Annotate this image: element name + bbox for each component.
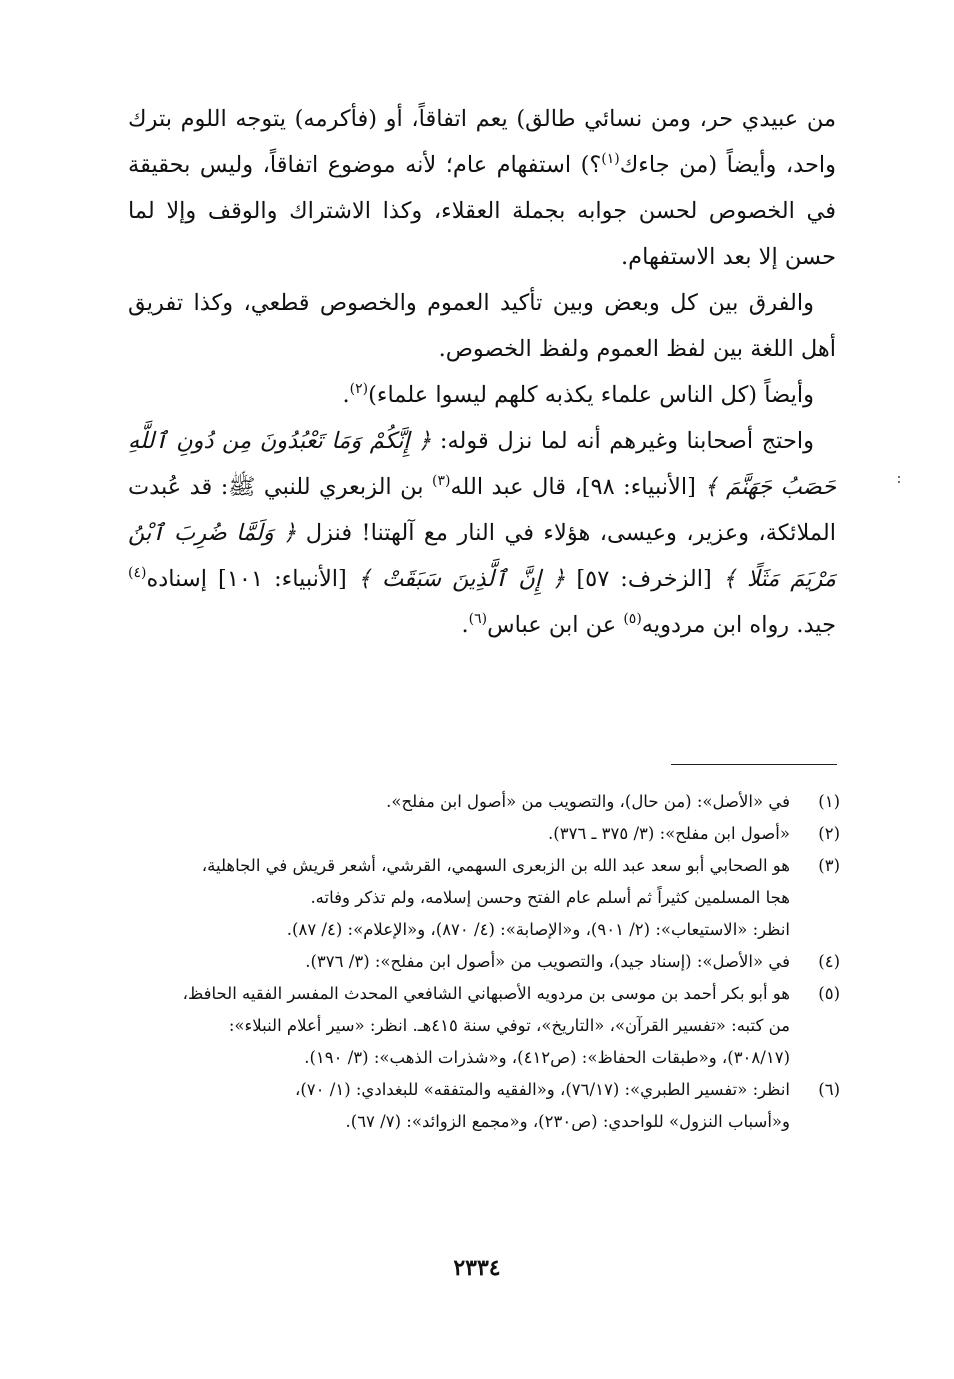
paragraph-1: من عبيدي حر، ومن نسائي طالق) يعم اتفاقاً، أو (فأكرمه) يتوجه اللوم بترك واحد، وأيضاً (من جاءك$^{(١)}$؟) استفهام عام؛ لأنه موضوع اتفاقاً، وليس بحقيقة في الخصوص لحسن جوابه بجملة العقلاء، وكذا الاشتراك والوقف وإلا لما حسن إلا بعد الاستفهام. — [128, 106, 836, 270]
footnote-ref-6: (٦) — [468, 611, 488, 627]
footnote-text: هو الصحابي أبو سعد عبد الله بن الزبعرى السهمي، القرشي، أشعر قريش في الجاهلية، هجا المسلمين كثيراً ثم أسلم عام الفتح وحسن إسلامه، ولم تذكر وفاته. انظر: «الاستيعاب»: (٢/ ٩٠١)، و«الإصابة»: (٤/ ٨٧٠)، و«الإعلام»: (٤/ ٨٧). — [201, 856, 790, 939]
footnote-3 — [128, 850, 840, 946]
footnote-1 — [128, 786, 840, 818]
footnote-text: «أصول ابن مفلح»: (٣/ ٣٧٥ ـ ٣٧٦). — [548, 824, 790, 843]
footnote-text: هو أبو بكر أحمد بن موسى بن مردويه الأصبهاني الشافعي المحدث المفسر الفقيه الحافظ، من كتبه: «تفسير القرآن»، «التاريخ»، توفي سنة ٤١٥هـ. انظر: «سير أعلام النبلاء»: (٣٠٨/١٧)، و«طبقات الحفاظ»: (ص٤١٢)، و«شذرات الذهب»: (٣/ ١٩٠). — [182, 984, 790, 1067]
footnote-number: (٣) — [818, 856, 840, 875]
footnote-5 — [128, 978, 840, 1074]
footnotes — [128, 786, 840, 1138]
page-number: ٢٣٣٤ — [453, 1255, 501, 1281]
footnote-2 — [128, 818, 840, 850]
margin-mark — [898, 476, 901, 484]
quran-verse-2: ﴿ وَلَمَّا ضُرِبَ ٱبْنُ مَرْيَمَ مَثَلًا ﴾ — [128, 520, 836, 592]
footnote-number: (٦) — [818, 1080, 840, 1099]
quran-verse-3: ﴿ إِنَّ ٱلَّذِينَ سَبَقَتْ ﴾ — [357, 566, 566, 592]
footnote-6 — [128, 1074, 840, 1138]
footnote-ref-4: (٤) — [128, 565, 147, 581]
quran-verse-1: ﴿ إِنَّكُمْ وَمَا تَعْبُدُونَ مِن دُونِ ٱللَّهِ حَصَبُ جَهَنَّمَ ﴾ — [128, 428, 836, 500]
footnote-separator — [671, 764, 837, 765]
paragraph-4: واحتج أصحابنا وغيرهم أنه لما نزل قوله: ﴿ إِنَّكُمْ وَمَا تَعْبُدُونَ مِن دُونِ ٱللَّهِ حَصَبُ جَهَنَّمَ ﴾ [الأنبياء: ٩٨]، قال عبد الله$^{(٣)}$ بن الزبعري للنبي ﷺ: قد عُبدت الملائكة، وعزير، وعيسى، هؤلاء في النار مع آلهتنا! فنزل ﴿ وَلَمَّا ضُرِبَ ٱبْنُ مَرْيَمَ مَثَلًا ﴾ [الزخرف: ٥٧] ﴿ إِنَّ ٱلَّذِينَ سَبَقَتْ ﴾ [الأنبياء: ١٠١] إسناده$^{(٤)}$ جيد. رواه ابن مردويه$^{(٥)}$ عن ابن عباس$^{(٦)}$. — [128, 428, 836, 638]
footnote-ref-2: (٢) — [349, 381, 369, 397]
paragraph-3: وأيضاً (كل الناس علماء يكذبه كلهم ليسوا علماء)$^{(٢)}$. — [342, 381, 814, 408]
footnote-ref-1: (١) — [601, 151, 620, 167]
footnote-number: (٤) — [818, 952, 840, 971]
footnote-ref-3: (٣) — [432, 473, 451, 489]
footnote-number: (٢) — [818, 824, 840, 843]
main-text — [128, 96, 836, 648]
footnote-4 — [128, 946, 840, 978]
footnote-text: في «الأصل»: (إسناد جيد)، والتصويب من «أصول ابن مفلح»: (٣/ ٣٧٦). — [305, 952, 790, 971]
footnote-text: في «الأصل»: (من حال)، والتصويب من «أصول ابن مفلح». — [386, 792, 790, 811]
footnote-number: (٥) — [818, 984, 840, 1003]
footnote-ref-5: (٥) — [623, 611, 642, 627]
footnote-number: (١) — [818, 792, 840, 811]
footnote-text: انظر: «تفسير الطبري»: (٧٦/١٧)، و«الفقيه والمتفقه» للبغدادي: (١/ ٧٠)، و«أسباب النزول» للواحدي: (ص٢٣٠)، و«مجمع الزوائد»: (٧/ ٦٧). — [295, 1080, 790, 1131]
paragraph-2: والفرق بين كل وبعض وبين تأكيد العموم والخصوص قطعي، وكذا تفريق أهل اللغة بين لفظ العموم ولفظ الخصوص. — [128, 290, 836, 362]
